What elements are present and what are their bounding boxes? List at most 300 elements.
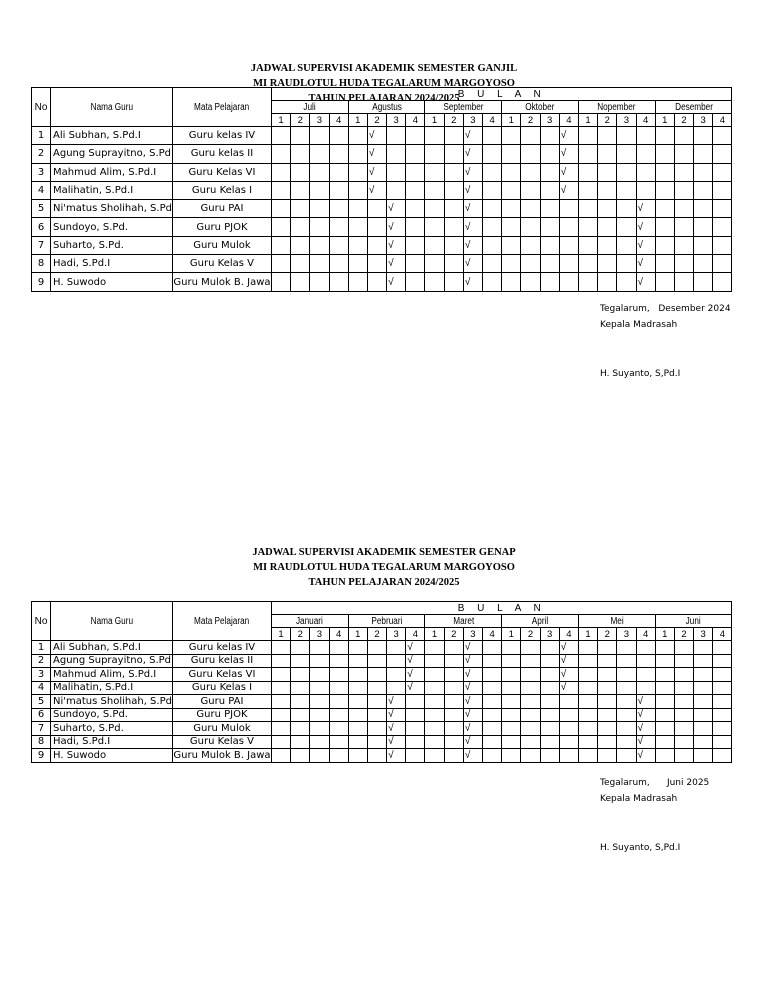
- schedule-cell: [502, 218, 521, 236]
- schedule-cell: [502, 749, 521, 763]
- schedule-cell: [348, 654, 367, 668]
- teacher-name: Suharto, S.Pd.: [51, 236, 173, 254]
- check-mark: √: [463, 708, 482, 722]
- check-mark: √: [387, 200, 406, 218]
- schedule-cell: [406, 181, 425, 199]
- schedule-cell: [406, 163, 425, 181]
- week-number: 4: [483, 114, 502, 127]
- header-nama-label: Nama Guru: [90, 101, 133, 113]
- schedule-cell: [617, 681, 636, 695]
- check-mark: √: [559, 681, 578, 695]
- schedule-cell: [655, 681, 674, 695]
- schedule-cell: [367, 681, 386, 695]
- check-mark: √: [367, 181, 386, 199]
- schedule-cell: [425, 695, 444, 709]
- schedule-cell: [329, 181, 348, 199]
- schedule-cell: [406, 145, 425, 163]
- schedule-cell: [483, 749, 502, 763]
- schedule-cell: [348, 255, 367, 273]
- schedule-cell: [425, 236, 444, 254]
- schedule-cell: [348, 708, 367, 722]
- schedule-cell: [655, 641, 674, 655]
- teacher-name: Mahmud Alim, S.Pd.I: [51, 163, 173, 181]
- schedule-cell: [578, 681, 597, 695]
- month-header: [502, 615, 579, 628]
- schedule-cell: [425, 127, 444, 145]
- schedule-cell: [655, 735, 674, 749]
- check-mark: √: [463, 255, 482, 273]
- schedule-cell: [598, 654, 617, 668]
- schedule-cell: [271, 641, 290, 655]
- schedule-cell: [694, 255, 713, 273]
- schedule-cell: [291, 273, 310, 291]
- schedule-cell: [540, 255, 559, 273]
- schedule-cell: [387, 145, 406, 163]
- schedule-cell: [578, 236, 597, 254]
- check-mark: √: [387, 708, 406, 722]
- schedule-cell: [617, 218, 636, 236]
- schedule-cell: [425, 722, 444, 736]
- schedule-cell: [502, 735, 521, 749]
- table-row: [32, 127, 732, 145]
- schedule-cell: [291, 200, 310, 218]
- teacher-no: 4: [32, 681, 51, 695]
- schedule-cell: [502, 273, 521, 291]
- schedule-cell: [713, 273, 732, 291]
- schedule-cell: [598, 681, 617, 695]
- schedule-cell: [310, 255, 329, 273]
- schedule-cell: [694, 735, 713, 749]
- week-number: 1: [425, 628, 444, 641]
- schedule-cell: [559, 749, 578, 763]
- schedule-cell: [367, 708, 386, 722]
- schedule-cell: [310, 218, 329, 236]
- schedule-cell: [387, 127, 406, 145]
- teacher-subject: Guru PAI: [172, 200, 271, 218]
- schedule-cell: [348, 722, 367, 736]
- schedule-cell: [578, 708, 597, 722]
- schedule-cell: [617, 127, 636, 145]
- teacher-subject: Guru Mulok: [172, 236, 271, 254]
- teacher-subject: Guru kelas IV: [172, 641, 271, 655]
- schedule-cell: [310, 145, 329, 163]
- teacher-no: 6: [32, 218, 51, 236]
- schedule-cell: [559, 255, 578, 273]
- schedule-cell: [271, 236, 290, 254]
- month-label: Juni: [686, 615, 702, 627]
- schedule-cell: [406, 236, 425, 254]
- schedule-cell: [598, 200, 617, 218]
- schedule-cell: [367, 695, 386, 709]
- schedule-cell: [367, 236, 386, 254]
- schedule-cell: [674, 273, 693, 291]
- schedule-cell: [713, 127, 732, 145]
- schedule-cell: [348, 668, 367, 682]
- check-mark: √: [463, 695, 482, 709]
- teacher-subject: Guru PJOK: [172, 708, 271, 722]
- check-mark: √: [636, 236, 655, 254]
- ganjil-title-line-3: TAHUN PELAJARAN 2024/2025: [308, 93, 460, 104]
- schedule-cell: [559, 200, 578, 218]
- week-number: 4: [483, 628, 502, 641]
- week-number: 4: [636, 628, 655, 641]
- schedule-cell: [425, 163, 444, 181]
- month-header: [271, 101, 348, 114]
- week-number: 1: [578, 628, 597, 641]
- header-no: No: [32, 602, 51, 641]
- schedule-cell: [310, 181, 329, 199]
- schedule-cell: [674, 681, 693, 695]
- schedule-cell: [444, 200, 463, 218]
- teacher-subject: Guru Mulok: [172, 722, 271, 736]
- schedule-cell: [694, 722, 713, 736]
- check-mark: √: [463, 722, 482, 736]
- check-mark: √: [406, 668, 425, 682]
- schedule-cell: [291, 218, 310, 236]
- table-row: [32, 722, 732, 736]
- schedule-cell: [617, 668, 636, 682]
- check-mark: √: [387, 255, 406, 273]
- schedule-cell: [406, 749, 425, 763]
- schedule-cell: [540, 681, 559, 695]
- schedule-cell: [329, 681, 348, 695]
- schedule-cell: [502, 163, 521, 181]
- schedule-cell: [329, 668, 348, 682]
- schedule-cell: [444, 218, 463, 236]
- schedule-cell: [348, 127, 367, 145]
- schedule-cell: [406, 218, 425, 236]
- schedule-cell: [617, 749, 636, 763]
- schedule-cell: [271, 181, 290, 199]
- week-number: 3: [694, 628, 713, 641]
- teacher-subject: Guru Kelas I: [172, 181, 271, 199]
- schedule-cell: [310, 749, 329, 763]
- schedule-cell: [655, 722, 674, 736]
- table-row: [32, 708, 732, 722]
- schedule-cell: [502, 255, 521, 273]
- schedule-cell: [578, 145, 597, 163]
- teacher-no: 8: [32, 735, 51, 749]
- schedule-cell: [655, 695, 674, 709]
- schedule-cell: [674, 200, 693, 218]
- schedule-cell: [329, 695, 348, 709]
- week-number: 2: [674, 114, 693, 127]
- schedule-cell: [521, 145, 540, 163]
- check-mark: √: [463, 749, 482, 763]
- week-number: 3: [617, 628, 636, 641]
- schedule-cell: [425, 749, 444, 763]
- teacher-name: H. Suwodo: [51, 273, 173, 291]
- schedule-cell: [444, 668, 463, 682]
- schedule-cell: [617, 708, 636, 722]
- week-number: 4: [559, 114, 578, 127]
- week-number: 2: [598, 628, 617, 641]
- schedule-cell: [540, 163, 559, 181]
- schedule-cell: [425, 668, 444, 682]
- month-label: Juli: [303, 101, 316, 113]
- schedule-cell: [483, 255, 502, 273]
- schedule-cell: [291, 236, 310, 254]
- teacher-subject: Guru Kelas I: [172, 681, 271, 695]
- schedule-cell: [694, 181, 713, 199]
- schedule-cell: [387, 163, 406, 181]
- check-mark: √: [559, 145, 578, 163]
- check-mark: √: [559, 163, 578, 181]
- check-mark: √: [636, 735, 655, 749]
- schedule-cell: [540, 200, 559, 218]
- week-number: 4: [406, 114, 425, 127]
- schedule-cell: [425, 200, 444, 218]
- month-header: [425, 615, 502, 628]
- teacher-subject: Guru Kelas V: [172, 255, 271, 273]
- teacher-name: Ni'matus Sholihah, S.Pd: [51, 695, 173, 709]
- check-mark: √: [463, 735, 482, 749]
- schedule-cell: [713, 708, 732, 722]
- check-mark: √: [463, 145, 482, 163]
- schedule-cell: [425, 218, 444, 236]
- schedule-cell: [329, 708, 348, 722]
- schedule-cell: [674, 236, 693, 254]
- teacher-name: Malihatin, S.Pd.I: [51, 681, 173, 695]
- week-number: 2: [444, 114, 463, 127]
- schedule-cell: [559, 708, 578, 722]
- schedule-cell: [617, 236, 636, 254]
- check-mark: √: [463, 668, 482, 682]
- schedule-cell: [598, 735, 617, 749]
- schedule-cell: [406, 735, 425, 749]
- schedule-cell: [291, 127, 310, 145]
- table-row: [32, 236, 732, 254]
- schedule-cell: [713, 200, 732, 218]
- month-label: September: [443, 101, 484, 113]
- schedule-cell: [367, 668, 386, 682]
- teacher-subject: Guru Kelas VI: [172, 668, 271, 682]
- schedule-cell: [598, 255, 617, 273]
- week-number: 1: [425, 114, 444, 127]
- schedule-cell: [310, 236, 329, 254]
- month-label: April: [531, 615, 549, 627]
- schedule-cell: [310, 708, 329, 722]
- check-mark: √: [387, 722, 406, 736]
- schedule-cell: [348, 641, 367, 655]
- table-row: [32, 255, 732, 273]
- genap-title: [0, 545, 768, 590]
- ganjil-signer-name: H. Suyanto, S,Pd.I: [600, 369, 681, 379]
- week-number: 1: [578, 114, 597, 127]
- schedule-cell: [598, 641, 617, 655]
- schedule-cell: [674, 255, 693, 273]
- schedule-cell: [329, 735, 348, 749]
- week-number: 1: [655, 628, 674, 641]
- teacher-no: 5: [32, 200, 51, 218]
- schedule-cell: [713, 681, 732, 695]
- schedule-cell: [655, 145, 674, 163]
- schedule-cell: [329, 145, 348, 163]
- teacher-subject: Guru Kelas VI: [172, 163, 271, 181]
- schedule-cell: [329, 722, 348, 736]
- teacher-subject: Guru Mulok B. Jawa: [173, 749, 271, 761]
- schedule-cell: [674, 668, 693, 682]
- schedule-cell: [425, 735, 444, 749]
- teacher-subject: Guru kelas II: [172, 654, 271, 668]
- schedule-cell: [674, 654, 693, 668]
- schedule-cell: [713, 654, 732, 668]
- schedule-cell: [578, 749, 597, 763]
- table-row: [32, 163, 732, 181]
- schedule-cell: [291, 654, 310, 668]
- teacher-name: Suharto, S.Pd.: [51, 722, 173, 736]
- teacher-subject: Guru Kelas V: [172, 735, 271, 749]
- schedule-cell: [502, 236, 521, 254]
- week-number: 3: [463, 628, 482, 641]
- schedule-cell: [367, 255, 386, 273]
- teacher-no: 9: [32, 273, 51, 291]
- schedule-cell: [674, 127, 693, 145]
- schedule-cell: [694, 641, 713, 655]
- schedule-cell: [310, 163, 329, 181]
- week-number: 2: [291, 114, 310, 127]
- schedule-cell: [598, 163, 617, 181]
- schedule-cell: [540, 722, 559, 736]
- schedule-cell: [713, 749, 732, 763]
- teacher-subject: Guru PJOK: [172, 218, 271, 236]
- schedule-cell: [425, 681, 444, 695]
- schedule-cell: [291, 708, 310, 722]
- schedule-cell: [713, 695, 732, 709]
- schedule-cell: [310, 200, 329, 218]
- check-mark: √: [636, 218, 655, 236]
- schedule-cell: [348, 181, 367, 199]
- schedule-cell: [521, 654, 540, 668]
- schedule-cell: [444, 641, 463, 655]
- genap-title-line-1: JADWAL SUPERVISI AKADEMIK SEMESTER GENAP: [252, 547, 516, 558]
- schedule-cell: [271, 200, 290, 218]
- teacher-no: 1: [32, 641, 51, 655]
- week-number: 1: [655, 114, 674, 127]
- schedule-cell: [310, 273, 329, 291]
- schedule-cell: [521, 708, 540, 722]
- schedule-cell: [310, 695, 329, 709]
- genap-position: Kepala Madrasah: [600, 794, 678, 804]
- schedule-cell: [636, 127, 655, 145]
- teacher-name: Hadi, S.Pd.I: [51, 735, 173, 749]
- schedule-cell: [387, 181, 406, 199]
- check-mark: √: [463, 273, 482, 291]
- schedule-cell: [521, 181, 540, 199]
- schedule-cell: [367, 722, 386, 736]
- schedule-cell: [444, 236, 463, 254]
- schedule-cell: [559, 722, 578, 736]
- schedule-cell: [367, 654, 386, 668]
- month-header: [502, 101, 579, 114]
- schedule-cell: [694, 145, 713, 163]
- schedule-cell: [617, 145, 636, 163]
- schedule-cell: [713, 722, 732, 736]
- check-mark: √: [387, 695, 406, 709]
- week-number: 3: [310, 114, 329, 127]
- schedule-cell: [521, 641, 540, 655]
- check-mark: √: [463, 218, 482, 236]
- schedule-cell: [271, 681, 290, 695]
- ganjil-signature-block: [600, 301, 731, 333]
- month-label: Oktober: [525, 101, 555, 113]
- teacher-no: 4: [32, 181, 51, 199]
- month-header: [655, 615, 732, 628]
- teacher-subject: Guru kelas II: [172, 145, 271, 163]
- schedule-cell: [713, 181, 732, 199]
- schedule-cell: [521, 273, 540, 291]
- week-number: 2: [598, 114, 617, 127]
- schedule-cell: [713, 163, 732, 181]
- schedule-cell: [444, 127, 463, 145]
- check-mark: √: [636, 749, 655, 763]
- schedule-cell: [348, 200, 367, 218]
- schedule-cell: [674, 641, 693, 655]
- schedule-cell: [483, 681, 502, 695]
- check-mark: √: [636, 695, 655, 709]
- schedule-cell: [674, 145, 693, 163]
- check-mark: √: [559, 127, 578, 145]
- schedule-cell: [483, 181, 502, 199]
- schedule-cell: [348, 163, 367, 181]
- schedule-cell: [694, 695, 713, 709]
- schedule-cell: [310, 641, 329, 655]
- teacher-name: H. Suwodo: [51, 749, 173, 763]
- schedule-cell: [329, 273, 348, 291]
- schedule-cell: [559, 273, 578, 291]
- schedule-cell: [694, 708, 713, 722]
- month-header: [578, 101, 655, 114]
- schedule-cell: [694, 236, 713, 254]
- schedule-cell: [578, 722, 597, 736]
- schedule-cell: [636, 145, 655, 163]
- schedule-cell: [521, 681, 540, 695]
- schedule-cell: [559, 218, 578, 236]
- genap-title-line-2: MI RAUDLOTUL HUDA TEGALARUM MARGOYOSO: [253, 562, 515, 573]
- ganjil-place-date: Tegalarum, Desember 2024: [600, 304, 731, 314]
- schedule-cell: [540, 708, 559, 722]
- schedule-cell: [483, 218, 502, 236]
- schedule-cell: [674, 722, 693, 736]
- schedule-cell: [617, 181, 636, 199]
- header-nama-label: Nama Guru: [90, 615, 133, 627]
- schedule-cell: [271, 145, 290, 163]
- schedule-cell: [636, 668, 655, 682]
- schedule-cell: [406, 722, 425, 736]
- schedule-cell: [271, 255, 290, 273]
- schedule-cell: [713, 218, 732, 236]
- schedule-cell: [502, 145, 521, 163]
- schedule-cell: [655, 668, 674, 682]
- check-mark: √: [463, 200, 482, 218]
- schedule-cell: [310, 127, 329, 145]
- schedule-cell: [425, 273, 444, 291]
- schedule-cell: [598, 749, 617, 763]
- schedule-cell: [348, 236, 367, 254]
- schedule-cell: [502, 181, 521, 199]
- teacher-name: Hadi, S.Pd.I: [51, 255, 173, 273]
- schedule-cell: [540, 218, 559, 236]
- schedule-cell: [713, 145, 732, 163]
- schedule-cell: [406, 255, 425, 273]
- month-header: [348, 615, 425, 628]
- week-number: 1: [348, 628, 367, 641]
- week-number: 4: [406, 628, 425, 641]
- schedule-cell: [444, 181, 463, 199]
- schedule-cell: [291, 163, 310, 181]
- schedule-cell: [271, 722, 290, 736]
- schedule-cell: [271, 708, 290, 722]
